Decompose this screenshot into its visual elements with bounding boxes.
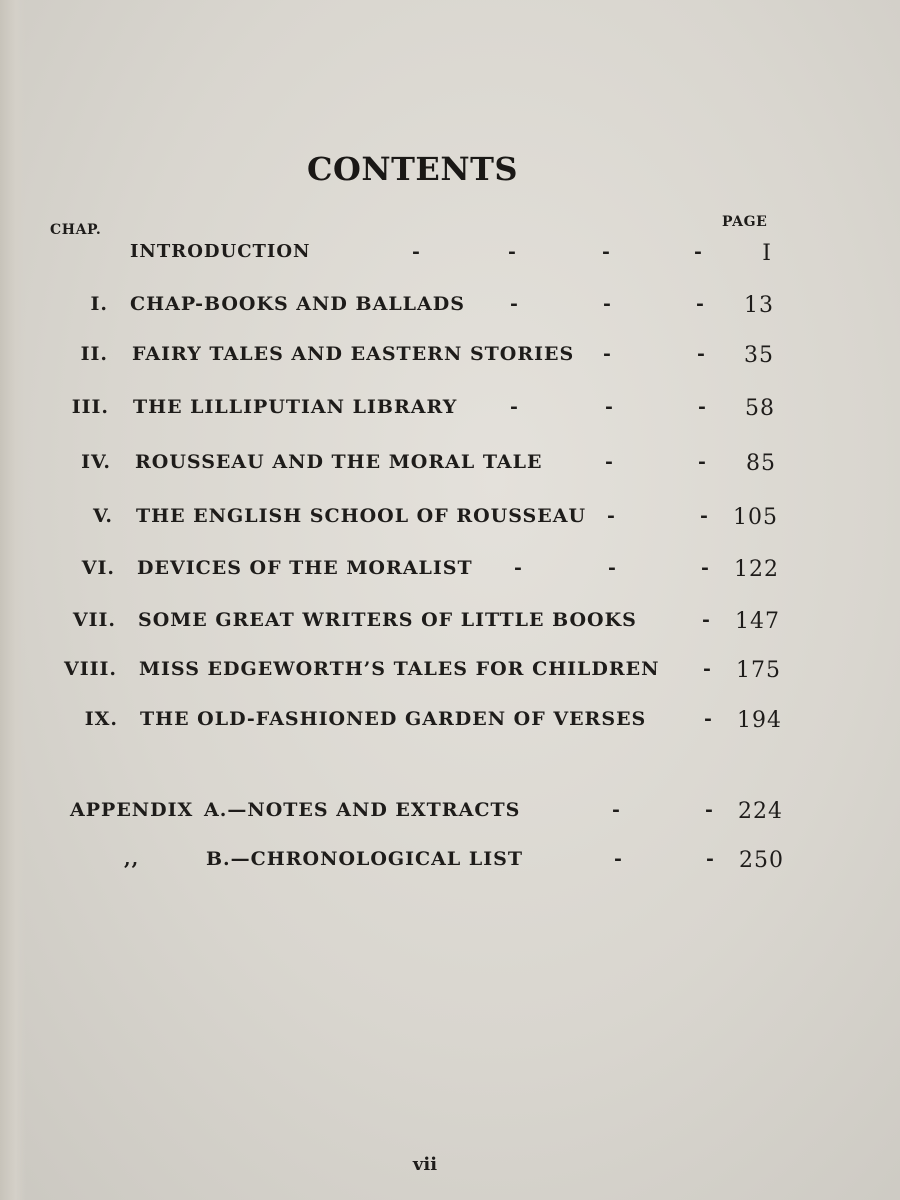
toc-row [0,505,900,541]
appendix-label: APPENDIX [70,799,194,821]
chapter-title: THE ENGLISH SCHOOL OF ROUSSEAU [136,505,587,527]
leader-dash: - [508,241,517,263]
page-number: 122 [734,557,779,582]
appendix-row [0,799,900,835]
chapter-number: IX. [84,708,118,730]
page-number: 250 [739,848,784,873]
chapter-column-header: CHAP. [50,222,102,238]
chapter-title: DEVICES OF THE MORALIST [137,557,473,579]
page-number: I [762,241,772,266]
chapter-number: VIII. [63,658,117,680]
leader-dash: - [702,609,711,631]
appendix-title: B.—CHRONOLOGICAL LIST [206,848,523,870]
chapter-title: INTRODUCTION [130,241,311,262]
toc-row [0,609,900,645]
leader-dash: - [698,396,707,418]
toc-row [0,396,900,432]
leader-dash: - [706,848,715,870]
page-number: 85 [746,451,776,476]
toc-row [0,343,900,379]
chapter-title: THE OLD-FASHIONED GARDEN OF VERSES [140,708,647,730]
leader-dash: - [605,396,614,418]
chapter-number: I. [90,293,108,315]
leader-dash: - [703,658,712,680]
leader-dash: - [705,799,714,821]
appendix-title: A.—NOTES AND EXTRACTS [204,799,521,821]
leader-dash: - [510,293,519,315]
leader-dash: - [697,343,706,365]
leader-dash: - [603,343,612,365]
chapter-title: ROUSSEAU AND THE MORAL TALE [135,451,543,473]
chapter-number: III. [71,396,109,418]
toc-row [0,293,900,329]
chapter-title: CHAP-BOOKS AND BALLADS [130,293,465,315]
leader-dash: - [698,451,707,473]
toc-row [0,708,900,744]
leader-dash: - [605,451,614,473]
leader-dash: - [704,708,713,730]
leader-dash: - [412,241,421,263]
page-column-header: PAGE [722,214,768,230]
chapter-number: II. [80,343,108,365]
page-number: 224 [738,799,783,824]
chapter-number: IV. [81,451,111,473]
folio-page-number: vii [412,1154,438,1175]
chapter-title: FAIRY TALES AND EASTERN STORIES [132,343,575,365]
chapter-title: SOME GREAT WRITERS OF LITTLE BOOKS [138,609,637,631]
page-number: 13 [744,293,774,318]
page-number: 194 [737,708,782,733]
leader-dash: - [603,293,612,315]
leader-dash: - [514,557,523,579]
leader-dash: - [612,799,621,821]
chapter-number: VII. [72,609,116,631]
chapter-number: V. [92,505,113,527]
toc-row [0,451,900,487]
leader-dash: - [701,557,710,579]
leader-dash: - [614,848,623,870]
ditto-mark: ,, [124,848,140,870]
page-number: 105 [733,505,778,530]
toc-row [0,241,900,277]
leader-dash: - [602,241,611,263]
page-number: 147 [735,609,780,634]
leader-dash: - [696,293,705,315]
leader-dash: - [510,396,519,418]
leader-dash: - [608,557,617,579]
page-number: 175 [736,658,781,683]
leader-dash: - [607,505,616,527]
toc-row [0,658,900,694]
chapter-title: MISS EDGEWORTH’S TALES FOR CHILDREN [139,658,660,680]
contents-title: CONTENTS [307,150,518,188]
chapter-number: VI. [81,557,115,579]
leader-dash: - [700,505,709,527]
leader-dash: - [694,241,703,263]
toc-row [0,557,900,593]
chapter-title: THE LILLIPUTIAN LIBRARY [133,396,458,418]
appendix-row [0,848,900,884]
page-number: 58 [745,396,775,421]
page-gutter-shadow [0,0,26,1200]
page-number: 35 [744,343,774,368]
